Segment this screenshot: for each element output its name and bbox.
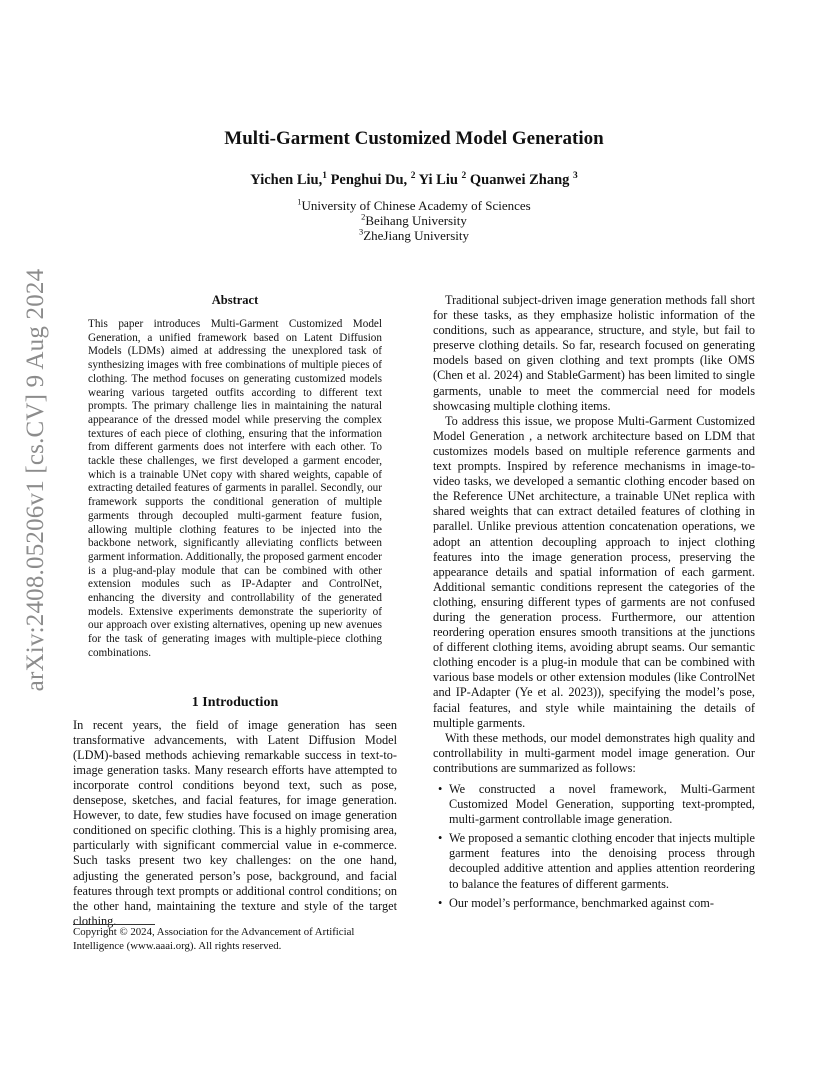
body-paragraph: With these methods, our model demonstrates high quality and controllability in multi-garment model image generation. Our contributions are summarized as follows: [433, 730, 755, 775]
author-affiliation-mark: 2 [410, 171, 416, 182]
affiliation-line: $^1$University of Chinese Academy of Sciences [297, 196, 531, 213]
paper-title: Multi-Garment Customized Model Generation [224, 128, 604, 149]
introduction-heading: 1 Introduction [191, 694, 279, 710]
body-paragraph: To address this issue, we propose Multi-Garment Customized Model Generation , a network architecture based on LDM that customizes models based on multiple reference garments and text prompts. Inspired by reference mechanisms in image-to-video tasks, we developed a semantic clothing encoder based on the Reference UNet architecture, a trainable UNet replica with shared weights that can extract detailed features of clothing in parallel. Unlike previous attention concatenation operations, we adopt an attention decoupling approach to inject clothing features into the image generation process, preserving the appearance details and spatial information of each garment. Additional semantic conditions represent the categories of the clothing, ensuring different types of garments are not confused during the generation process. Furthermore, our attention reordering operation ensures smooth transitions at the junctions of different clothing items, avoiding abrupt seams. Our semantic clothing encoder is a plug-in module that can be combined with various base models or other extension modules (like ControlNet and IP-Adapter (Ye et al. 2023)), specifying the model’s pose, facial features, and style while maintaining the details of multiple garments. [433, 413, 755, 730]
author-name: Yichen Liu, [250, 172, 323, 188]
list-item: • Our model’s performance, benchmarked against com- [438, 895, 714, 910]
list-item: • We constructed a novel framework, Multi-Garment Customized Model Generation, supporting text-prompted, multi-garment controllable image generation. [438, 782, 755, 827]
author-affiliation-mark: 1 [322, 171, 327, 182]
introduction-paragraph: In recent years, the field of image generation has seen transformative advancements, with Latent Diffusion Model (LDM)-based methods achieving remarkable success in text-to-image generation tasks. Many research efforts have attempted to incorporate control conditions beyond text, such as pose, densepose, sketches, and facial features, for image generation. However, to date, few studies have focused on image generation conditioned on specific clothing. This is a highly promising area, particularly with significant commercial value in e-commerce. Such tasks present two key challenges: on the one hand, adjusting the generated person’s pose, background, and facial features through text prompts or additional control conditions; on the other hand, maintaining the texture and style of the target clothing. [73, 717, 397, 928]
author-affiliation-mark: 2 [461, 171, 467, 182]
right-column [433, 293, 755, 915]
abstract-heading: Abstract [211, 293, 259, 307]
author-affiliation-mark: 3 [573, 171, 578, 182]
contribution-list [433, 782, 755, 911]
bullet-icon: • [438, 895, 443, 910]
footnote-rule [73, 924, 155, 925]
affiliation-line: $^2$Beihang University [361, 211, 467, 228]
author-name: Penghui Du, [330, 172, 408, 188]
bullet-icon: • [438, 831, 443, 846]
arxiv-sidebar [0, 0, 60, 1072]
author-name: Yi Liu [418, 172, 458, 188]
author-list [74, 172, 754, 189]
bullet-icon: • [438, 782, 443, 796]
left-column [73, 293, 397, 929]
abstract-text: This paper introduces Multi-Garment Customized Model Generation, a unified framework based on Latent Diffusion Models (LDMs) aimed at addressing the unexplored task of synthesizing images with free combinations of multiple pieces of clothing. The method focuses on generating customized models wearing various targeted outfits according to different text prompts. The primary challenge lies in maintaining the natural appearance of the dressed model while preserving the complex textures of each piece of clothing, ensuring that the information from different garments does not interfere with each other. To tackle these challenges, we first developed a garment encoder, which is a trainable UNet copy with shared weights, capable of extracting detailed features of garments in parallel. Secondly, our framework supports the conditional generation of multiple garments through decoupled multi-garment feature fusion, allowing multiple clothing features to be injected into the backbone network, significantly alleviating conflicts between garment information. Additionally, the proposed garment encoder is a plug-and-play module that can be combined with other extension modules such as IP-Adapter and ControlNet, enhancing the diversity and controllability of the generated models. Extensive experiments demonstrate the superiority of our approach over existing alternatives, opening up new avenues for the task of generating images with multiple-piece clothing combinations. [88, 318, 382, 659]
list-item: • We proposed a semantic clothing encoder that injects multiple garment features into the denoising process through decoupled additive attention and applies attention reordering to balance the features of different garments. [438, 831, 755, 891]
body-paragraph: Traditional subject-driven image generation methods fall short for these tasks, as they emphasize holistic information of the conditions, such as appearance, structure, and style, but fail to preserve clothing details. So far, research focused on generating models based on given clothing and text prompts (like OMS (Chen et al. 2024) and StableGarment) has been limited to single garments, unable to meet the commercial need for models showcasing multiple clothing items. [433, 293, 755, 413]
affiliation-list [74, 198, 754, 243]
copyright-notice: Copyright © 2024, Association for the Advancement of Artificial Intelligence (www.aaai.org). All rights reserved. [73, 926, 355, 952]
arxiv-identifier[interactable]: arXiv:2408.05206v1 [cs.CV] 9 Aug 2024 [22, 268, 49, 692]
affiliation-line: $^3$ZheJiang University [358, 226, 469, 243]
author-name: Quanwei Zhang [469, 172, 570, 188]
